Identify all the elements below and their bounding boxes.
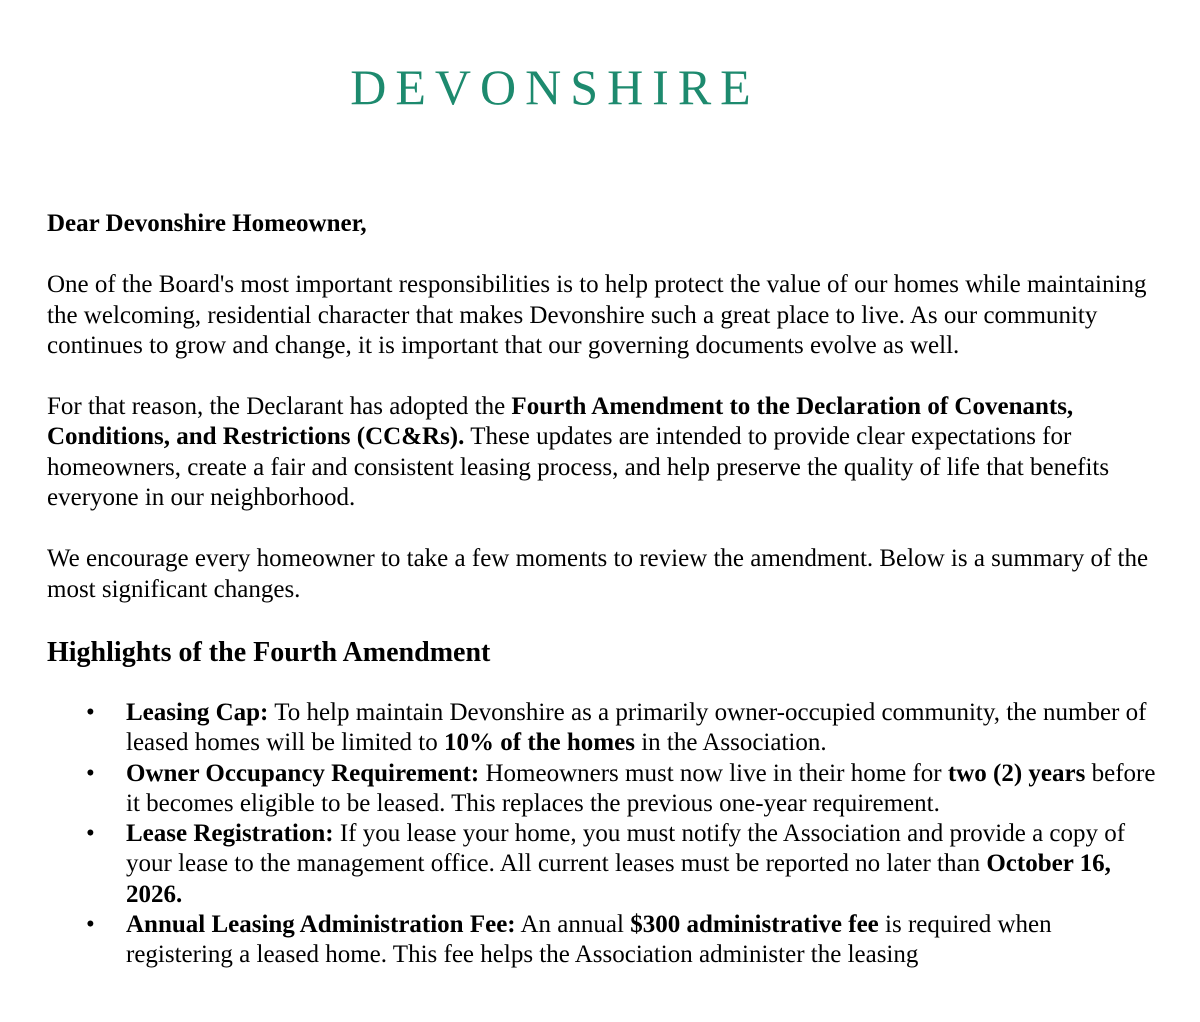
highlights-heading: Highlights of the Fourth Amendment [47, 636, 491, 668]
paragraph-intro: One of the Board's most important responsibilities is to help protect the value of our homes while maintaining the welcoming, residential character that makes Devonshire such a great place to live. As our community continues to grow and change, it is important that our governing documents evolve as well. [47, 271, 1147, 359]
bullet-icon: • [86, 820, 95, 848]
item-text: Homeowners must now live in their home for [479, 759, 948, 787]
item-text-end: before it becomes eligible to be leased. This replaces the previous one-year requirement. [126, 759, 1156, 817]
paragraph-review: We encourage every homeowner to take a few moments to review the amendment. Below is a summary of the most significant changes. [47, 545, 1149, 603]
item-emphasis: 10% of the homes [444, 729, 635, 757]
list-item [86, 910, 1157, 971]
item-emphasis: $300 administrative fee [630, 911, 879, 939]
list-item [86, 759, 1157, 820]
item-text-end: in the Association. [634, 729, 827, 757]
item-label: Annual Leasing Administration Fee: [126, 911, 516, 939]
bullet-icon: • [86, 759, 95, 787]
letter-body [47, 209, 1157, 971]
item-text: If you lease your home, you must notify the Association and provide a copy of your lease to the management office. All current leases must be reported no later than [126, 820, 1126, 878]
paragraph-amendment [47, 392, 1157, 513]
logo-text: DEVONSHIRE [350, 59, 760, 115]
item-label: Owner Occupancy Requirement: [126, 759, 480, 787]
salutation: Dear Devonshire Homeowner, [47, 210, 367, 237]
highlights-list [47, 698, 1157, 971]
paragraph-amendment-pre: For that reason, the Declarant has adopted the [47, 393, 512, 421]
list-item [86, 698, 1157, 759]
paragraph-amendment-post: These updates are intended to provide clear expectations for homeowners, create a fair and consistent leasing process, and help preserve the quality of life that benefits everyone in our neighborhood. [47, 423, 1110, 512]
bullet-icon: • [86, 698, 95, 726]
amendment-title: Fourth Amendment to the Declaration of Covenants, Conditions, and Restrictions (CC&Rs). [47, 393, 1074, 451]
item-emphasis: two (2) years [947, 759, 1086, 787]
item-label: Leasing Cap: [126, 698, 269, 726]
item-emphasis: October 16, 2026. [126, 850, 1111, 908]
item-text: An annual [515, 911, 631, 939]
item-text-end: is required when registering a leased home. This fee helps the Association administer the leasing [126, 911, 1052, 969]
item-label: Lease Registration: [126, 820, 334, 848]
item-text: To help maintain Devonshire as a primarily owner-occupied community, the number of leased homes will be limited to [126, 698, 1147, 757]
list-item [86, 819, 1157, 910]
devonshire-logo [0, 59, 1110, 115]
bullet-icon: • [86, 911, 95, 939]
